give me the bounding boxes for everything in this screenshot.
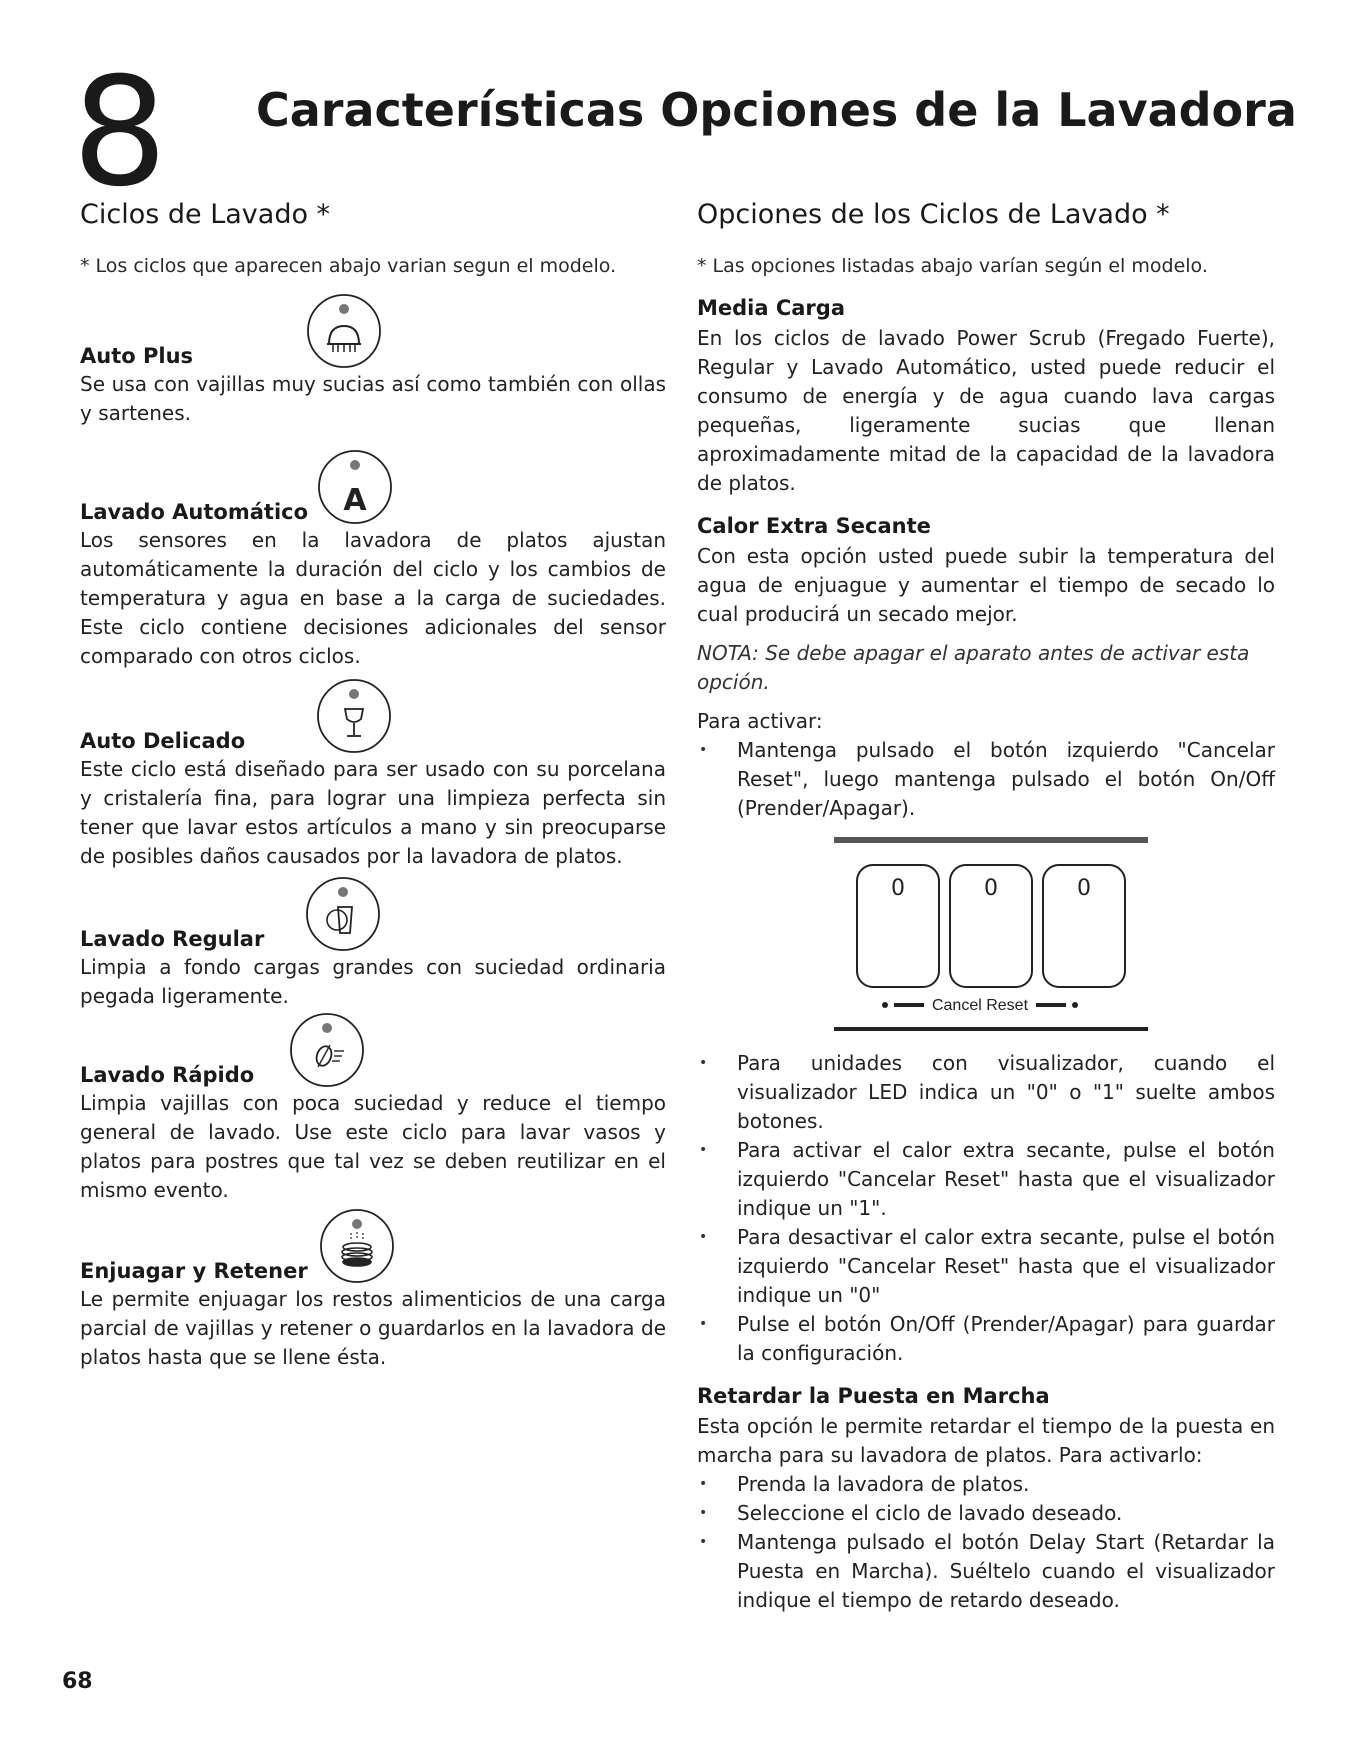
cycle-title: Auto Delicado [80, 729, 246, 753]
cycle-title: Enjuagar y Retener [80, 1259, 308, 1283]
calor-steps-list [697, 1049, 1275, 1368]
cup-icon [304, 875, 382, 953]
wash-cycles-note: * Los ciclos que aparecen abajo varian segun el modelo. [80, 255, 617, 277]
list-item: • Seleccione el ciclo de lavado deseado. [697, 1499, 1275, 1528]
svg-text:A: A [343, 483, 367, 518]
letter-a-icon [316, 448, 394, 526]
list-item: • Mantenga pulsado el botón izquierdo "Cancelar Reset", luego mantenga pulsado el botón On/Off (Prender/Apagar). [697, 736, 1275, 823]
wine-glass-icon [315, 677, 393, 755]
panel-digit-3: 0 [1077, 876, 1091, 901]
cycle-description: Limpia vajillas con poca suciedad y reduce el tiempo general de lavado. Use este ciclo para lavar vasos y platos para postres que tal vez se deben reutilizar en el mismo evento. [80, 1091, 666, 1202]
cycle-lavado-regular [80, 875, 666, 1011]
para-activar-label: Para activar: [697, 709, 823, 733]
cycle-options-heading: Opciones de los Ciclos de Lavado * [697, 199, 1170, 230]
cycle-description: Limpia a fondo cargas grandes con suciedad ordinaria pegada ligeramente. [80, 955, 666, 1008]
cycle-title: Lavado Regular [80, 927, 265, 951]
list-item: • Para desactivar el calor extra secante, pulse el botón izquierdo "Cancelar Reset" hasta que el visualizador indique un "0" [697, 1223, 1275, 1310]
cycle-description: Los sensores en la lavadora de platos ajustan automáticamente la duración del ciclo y los cambios de temperatura y agua en base a la carga de suciedades. Este ciclo contiene decisiones adicionales del sensor comparado con otros ciclos. [80, 528, 666, 668]
retardar-steps-list [697, 1470, 1275, 1615]
panel-button-3 [1043, 865, 1125, 987]
quick-wash-icon [288, 1011, 366, 1089]
list-item: • Pulse el botón On/Off (Prender/Apagar) para guardar la configuración. [697, 1310, 1275, 1368]
cycle-auto-delicado [80, 677, 666, 871]
list-item: • Mantenga pulsado el botón Delay Start (Retardar la Puesta en Marcha). Suéltelo cuando el visualizador indique el tiempo de retardo deseado. [697, 1528, 1275, 1615]
media-carga-title: Media Carga [697, 296, 845, 320]
panel-digit-1: 0 [891, 876, 905, 901]
calor-extra-text: Con esta opción usted puede subir la temperatura del agua de enjuague y aumentar el tiempo de secado lo cual producirá un secado mejor. [697, 544, 1275, 626]
page-number: 68 [62, 1669, 93, 1694]
cycle-title: Lavado Automático [80, 500, 309, 524]
cycle-lavado-automatico [80, 448, 666, 671]
media-carga-text: En los ciclos de lavado Power Scrub (Fregado Fuerte), Regular y Lavado Automático, usted puede reducir el consumo de energía y de agua cuando lava cargas pequeñas, ligeramente sucias que llenan aproximadamente mitad de la capacidad de la lavadora de platos. [697, 326, 1275, 495]
calor-extra-title: Calor Extra Secante [697, 514, 931, 538]
chapter-number: 8 [72, 46, 164, 220]
cycle-title: Lavado Rápido [80, 1063, 255, 1087]
panel-digit-2: 0 [984, 876, 998, 901]
control-panel-illustration [697, 835, 1275, 1035]
wash-cycles-heading: Ciclos de Lavado * [80, 199, 331, 230]
list-item: • Prenda la lavadora de platos. [697, 1470, 1275, 1499]
rinse-hold-icon [318, 1207, 396, 1285]
list-item: • Para activar el calor extra secante, pulse el botón izquierdo "Cancelar Reset" hasta que el visualizador indique un "1". [697, 1136, 1275, 1223]
retardar-title: Retardar la Puesta en Marcha [697, 1384, 1050, 1408]
cycle-lavado-rapido [80, 1011, 666, 1205]
page-title: Características Opciones de la Lavadora [256, 83, 1297, 137]
cycle-description: Le permite enjuagar los restos alimenticios de una carga parcial de vajillas y retener o guardarlos en la lavadora de platos hasta que se llene ésta. [80, 1287, 666, 1369]
panel-button-2 [950, 865, 1032, 987]
calor-activate-list [697, 736, 1275, 823]
auto-plus-icon [305, 292, 383, 370]
cycle-description: Se usa con vajillas muy sucias así como también con ollas y sartenes. [80, 372, 666, 425]
cycle-enjuagar-retener [80, 1207, 666, 1372]
retardar-text: Esta opción le permite retardar el tiempo de la puesta en marcha para su lavadora de platos. Para activarlo: [697, 1414, 1275, 1467]
calor-extra-note: NOTA: Se debe apagar el aparato antes de activar esta opción. [697, 641, 1250, 694]
cycle-auto-plus [80, 292, 666, 428]
cycle-options-note: * Las opciones listadas abajo varían según el modelo. [697, 255, 1208, 277]
cycle-title: Auto Plus [80, 344, 194, 368]
panel-label: Cancel Reset [931, 997, 1029, 1014]
panel-button-1 [857, 865, 939, 987]
cycle-description: Este ciclo está diseñado para ser usado con su porcelana y cristalería fina, para lograr una limpieza perfecta sin tener que lavar estos artículos a mano y sin preocuparse de posibles daños causados por la lavadora de platos. [80, 757, 666, 868]
list-item: • Para unidades con visualizador, cuando el visualizador LED indica un "0" o "1" suelte ambos botones. [697, 1049, 1275, 1136]
cycle-options-column [697, 198, 1275, 1615]
wash-cycles-column [80, 198, 666, 1372]
control-panel-svg [697, 835, 1275, 1035]
